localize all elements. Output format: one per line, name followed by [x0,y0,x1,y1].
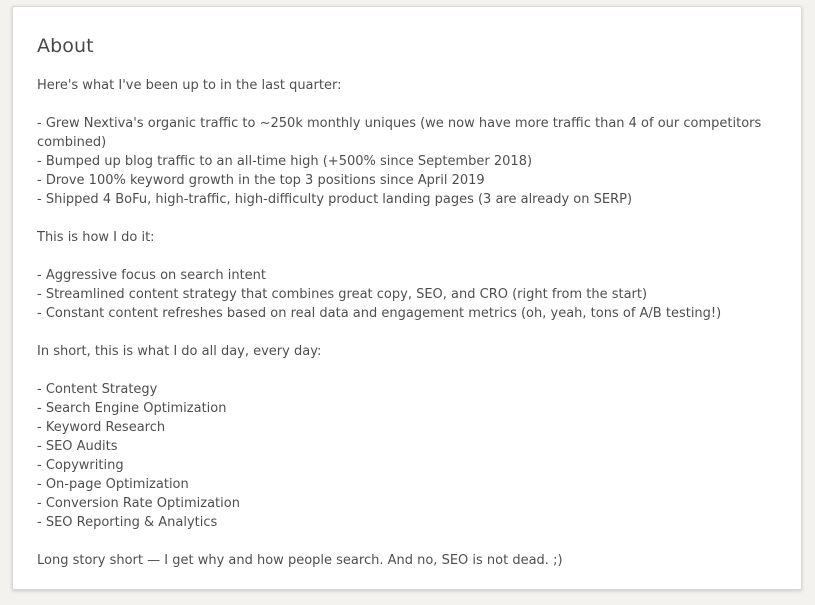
howto-heading: This is how I do it: [37,230,155,245]
skill-item: - Keyword Research [37,420,166,435]
skill-item: - SEO Reporting & Analytics [37,515,218,530]
skill-item: - On-page Optimization [37,477,189,492]
section-title: About [37,35,94,57]
skill-item: - Conversion Rate Optimization [37,496,240,511]
paragraph-gap [37,361,737,380]
method-item: - Constant content refreshes based on real data and engagement metrics (oh, yeah, tons of A/B testing!) [37,306,722,321]
about-card [12,6,802,590]
skill-item: - Search Engine Optimization [37,401,227,416]
achievement-item: - Drove 100% keyword growth in the top 3 positions since April 2019 [37,173,485,188]
paragraph-gap [37,247,737,266]
daily-heading: In short, this is what I do all day, every day: [37,344,322,359]
achievement-item: - Bumped up blog traffic to an all-time high (+500% since September 2018) [37,154,533,169]
achievement-item: - Grew Nextiva's organic traffic to ~250k monthly uniques (we now have more traffic than 4 of our competitors [37,116,762,131]
method-item: - Streamlined content strategy that combines great copy, SEO, and CRO (right from the start) [37,287,648,302]
achievement-item: - Shipped 4 BoFu, high-traffic, high-difficulty product landing pages (3 are already on SERP) [37,192,633,207]
paragraph-gap [37,532,737,551]
closing-text: Long story short — I get why and how people search. And no, SEO is not dead. ;) [37,553,563,568]
about-body [37,76,762,570]
method-item: - Aggressive focus on search intent [37,268,267,283]
intro-text: Here's what I've been up to in the last quarter: [37,78,342,93]
paragraph-gap [37,323,737,342]
skill-item: - Copywriting [37,458,124,473]
skill-item: - SEO Audits [37,439,118,454]
paragraph-gap [37,95,737,114]
paragraph-gap [37,209,737,228]
achievement-item-continued: combined) [37,135,107,150]
skill-item: - Content Strategy [37,382,158,397]
